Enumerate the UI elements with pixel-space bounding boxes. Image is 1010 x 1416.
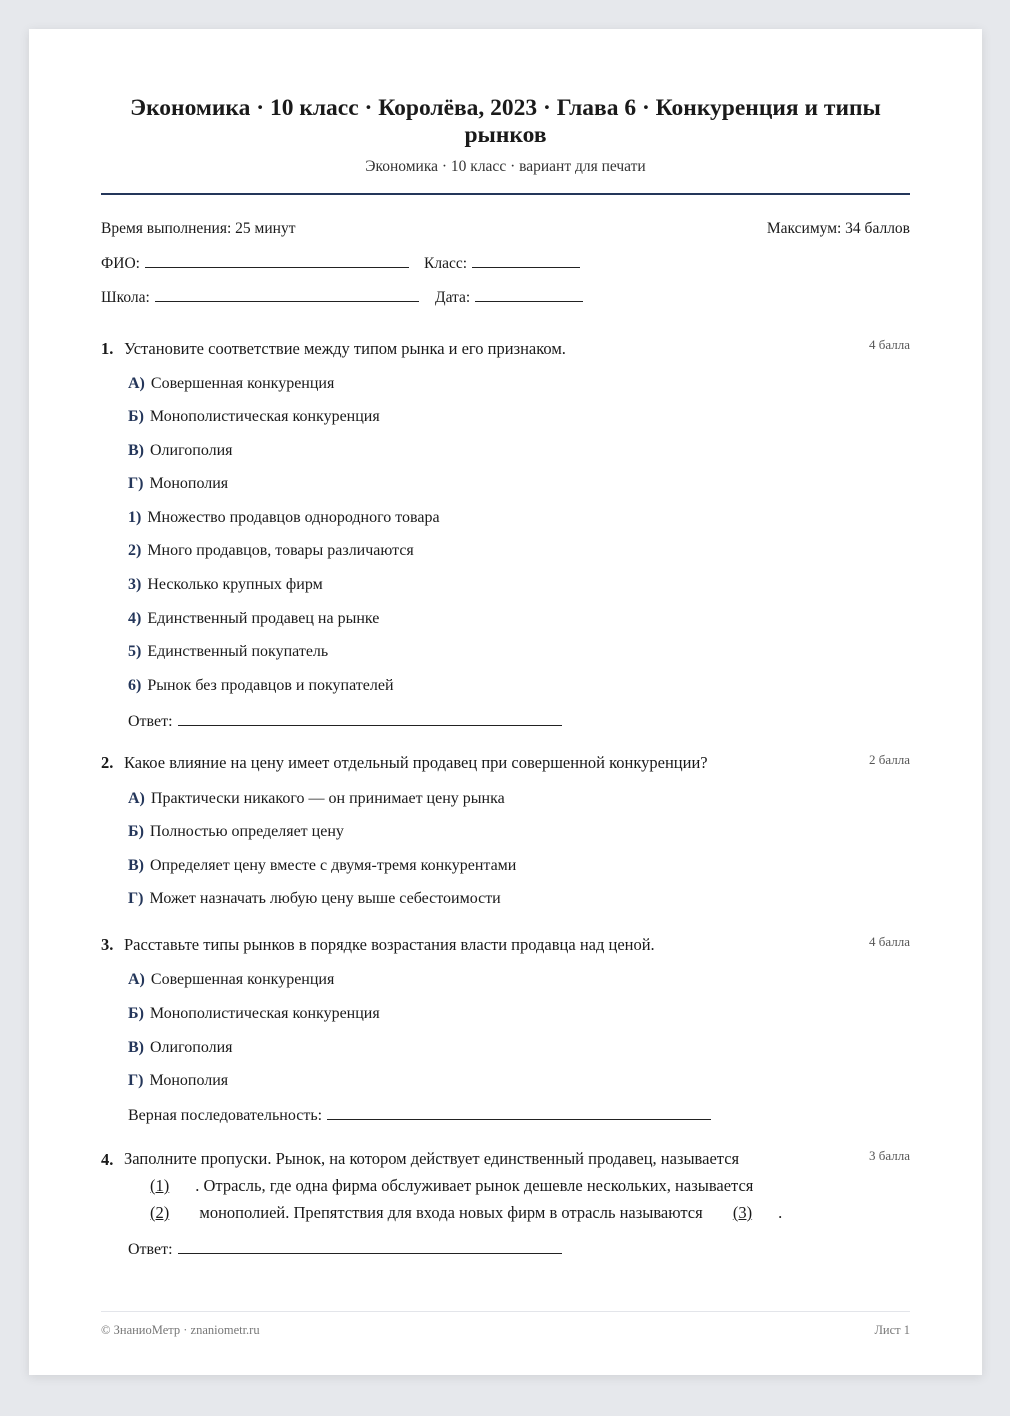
footer-divider (101, 1311, 910, 1312)
option-marker: Г) (128, 1072, 144, 1089)
footer-copyright: © ЗнаниоМетр · znaniometr.ru (101, 1323, 260, 1337)
option-marker: 3) (128, 576, 142, 593)
question-text: Какое влияние на цену имеет отдельный продавец при совершенной конкуренции? (124, 753, 708, 772)
text-fragment: . Отрасль, где одна фирма обслуживает рынок дешевле нескольких, называется (195, 1176, 754, 1195)
option-marker: А) (128, 971, 145, 988)
question-points: 2 балла (869, 752, 910, 767)
option-b (128, 1005, 380, 1023)
option-marker: Б) (128, 823, 144, 840)
option-text: Монополия (149, 1072, 229, 1089)
option-marker: 4) (128, 610, 142, 627)
answer-field[interactable] (128, 1239, 562, 1259)
option-text: Практически никакого — он принимает цену рынка (150, 790, 505, 807)
footer-page-number: Лист 1 (874, 1323, 910, 1337)
option-3 (128, 576, 323, 594)
option-text: Монополистическая конкуренция (149, 408, 380, 425)
option-text: Единственный продавец на рынке (147, 610, 380, 627)
option-1 (128, 509, 440, 527)
class-line (472, 253, 580, 268)
option-v (128, 857, 516, 875)
answer-label: Верная последовательность: (128, 1107, 323, 1124)
time-limit: Время выполнения: 25 минут (101, 220, 296, 237)
option-marker: В) (128, 857, 144, 874)
question-points: 4 балла (869, 337, 910, 352)
fio-line (145, 253, 409, 268)
question-number: 4. (101, 1150, 114, 1169)
blank-2[interactable] (124, 1203, 195, 1222)
header-divider (101, 193, 910, 195)
option-b (128, 823, 344, 841)
option-text: Монополистическая конкуренция (149, 1005, 380, 1022)
option-g (128, 890, 501, 908)
option-2 (128, 542, 414, 560)
option-text: Монополия (149, 475, 229, 492)
blank-label: (2) (150, 1203, 170, 1222)
option-marker: А) (128, 790, 145, 807)
option-text: Полностью определяет цену (149, 823, 344, 840)
date-label: Дата: (435, 289, 471, 306)
answer-label: Ответ: (128, 713, 173, 730)
option-marker: Б) (128, 408, 144, 425)
blank-3[interactable] (707, 1203, 778, 1222)
option-marker: 5) (128, 643, 142, 660)
question-text: Расставьте типы рынков в порядке возрастания власти продавца над ценой. (124, 935, 655, 954)
answer-label: Ответ: (128, 1241, 173, 1258)
option-v (128, 442, 233, 460)
max-score: Максимум: 34 баллов (766, 220, 910, 237)
option-g (128, 475, 228, 493)
fio-label: ФИО: (101, 255, 140, 272)
question-number: 3. (101, 935, 114, 954)
option-a (128, 375, 334, 393)
class-label: Класс: (424, 255, 468, 272)
option-text: Может назначать любую цену выше себестоимости (149, 890, 501, 907)
option-v (128, 1039, 233, 1057)
answer-line (178, 711, 562, 726)
option-text: Совершенная конкуренция (150, 375, 335, 392)
question-text (124, 1145, 782, 1226)
blank-label: (1) (150, 1176, 170, 1195)
text-fragment: Заполните пропуски. Рынок, на котором действует единственный продавец, называется (124, 1149, 740, 1168)
option-text: Совершенная конкуренция (150, 971, 335, 988)
text-line-1 (124, 1145, 782, 1172)
option-6 (128, 677, 394, 695)
option-marker: 6) (128, 677, 142, 694)
option-text: Олигополия (150, 442, 233, 459)
option-5 (128, 643, 328, 661)
page-title: Экономика · 10 класс · Королёва, 2023 · Глава 6 · Конкуренция и типы рынков (130, 95, 881, 148)
blank-label: (3) (732, 1203, 753, 1222)
school-field[interactable] (101, 287, 419, 307)
date-line (475, 287, 583, 302)
option-marker: 1) (128, 509, 142, 526)
text-line-3 (124, 1199, 782, 1226)
fio-field[interactable] (101, 253, 409, 273)
question-text: Установите соответствие между типом рынка и его признаком. (124, 339, 566, 358)
option-marker: А) (128, 375, 145, 392)
question-number: 2. (101, 753, 114, 772)
option-marker: Б) (128, 1005, 144, 1022)
option-marker: В) (128, 442, 144, 459)
option-g (128, 1072, 228, 1090)
option-marker: Г) (128, 475, 144, 492)
option-text: Олигополия (150, 1039, 233, 1056)
text-fragment: монополией. Препятствия для входа новых фирм в отрасль называются (195, 1203, 707, 1222)
text-line-2 (124, 1172, 782, 1199)
option-marker: 2) (128, 542, 142, 559)
answer-line (178, 1239, 562, 1254)
question-points: 4 балла (869, 934, 910, 949)
class-field[interactable] (424, 253, 580, 273)
option-text: Единственный покупатель (147, 643, 329, 660)
worksheet-page (29, 29, 982, 1375)
answer-line (327, 1105, 711, 1120)
option-text: Много продавцов, товары различаются (147, 542, 414, 559)
page-subtitle: Экономика · 10 класс · вариант для печати (365, 158, 646, 175)
option-marker: Г) (128, 890, 144, 907)
blank-1[interactable] (124, 1176, 195, 1195)
school-label: Школа: (101, 289, 150, 306)
question-points: 3 балла (869, 1148, 910, 1163)
option-a (128, 971, 334, 989)
date-field[interactable] (435, 287, 583, 307)
option-text: Множество продавцов однородного товара (147, 509, 440, 526)
sequence-answer-field[interactable] (128, 1105, 711, 1125)
option-text: Определяет цену вместе с двумя-тремя конкурентами (150, 857, 517, 874)
option-text: Несколько крупных фирм (147, 576, 323, 593)
school-line (155, 287, 419, 302)
option-b (128, 408, 380, 426)
text-fragment: . (778, 1203, 783, 1222)
answer-field[interactable] (128, 711, 562, 731)
option-marker: В) (128, 1039, 144, 1056)
question-number: 1. (101, 339, 114, 358)
option-text: Рынок без продавцов и покупателей (147, 677, 394, 694)
option-4 (128, 610, 379, 628)
option-a (128, 790, 505, 808)
